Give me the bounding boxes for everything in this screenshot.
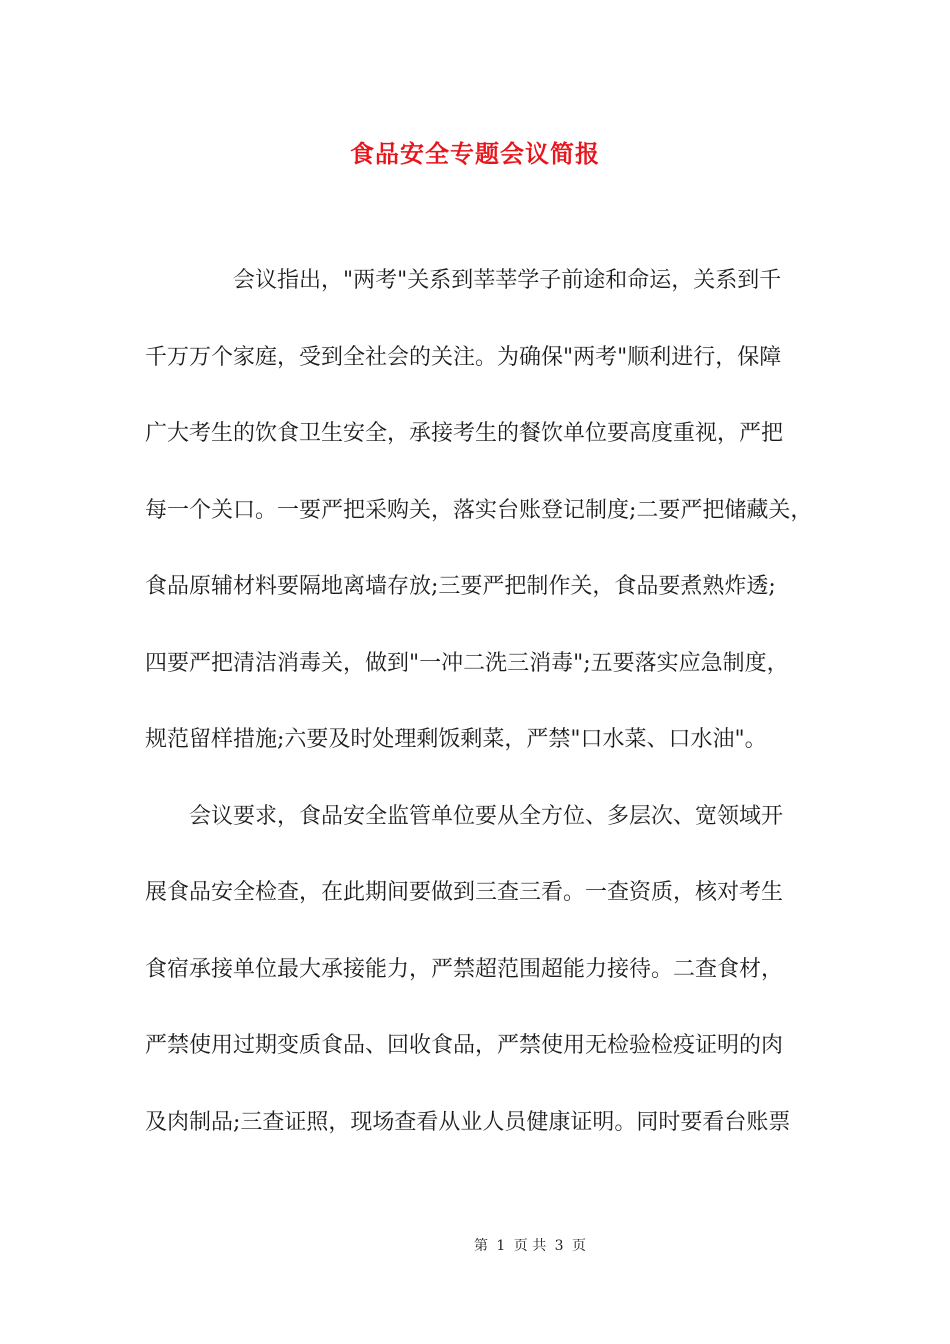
text-line: 规范留样措施;六要及时处理剩饭剩菜，严禁"口水菜、口水油"。 <box>145 727 767 752</box>
text-line: 每一个关口。一要严把采购关，落实台账登记制度;二要严把储藏关， <box>145 497 813 523</box>
footer-middle: 页 共 <box>513 1238 547 1254</box>
text-line: 会议指出，"两考"关系到莘莘学子前途和命运，关系到千 <box>233 268 782 293</box>
text-line: 四要严把清洁消毒关，做到"一冲二洗三消毒";五要落实应急制度， <box>145 650 789 676</box>
text-line: 千万万个家庭，受到全社会的关注。为确保"两考"顺利进行，保障 <box>145 344 782 370</box>
footer-current-page: 1 <box>496 1238 506 1254</box>
text-line: 展食品安全检查，在此期间要做到三查三看。一查资质，核对考生 <box>145 880 784 905</box>
document-body <box>145 243 825 1161</box>
text-line: 会议要求，食品安全监管单位要从全方位、多层次、宽领域开 <box>189 803 784 829</box>
text-line: 严禁使用过期变质食品、回收食品，严禁使用无检验检疫证明的肉 <box>145 1033 784 1058</box>
text-line: 广大考生的饮食卫生安全，承接考生的餐饮单位要高度重视，严把 <box>145 421 784 446</box>
text-line: 食宿承接单位最大承接能力，严禁超范围超能力接待。二查食材， <box>145 956 784 982</box>
paragraph-2 <box>145 779 825 1162</box>
page-footer <box>0 1236 950 1256</box>
footer-prefix: 第 <box>473 1238 488 1254</box>
footer-total-pages: 3 <box>554 1238 564 1254</box>
footer-suffix: 页 <box>572 1238 587 1254</box>
text-line: 食品原辅材料要隔地离墙存放;三要严把制作关，食品要煮熟炸透; <box>145 574 776 599</box>
document-title: 食品安全专题会议简报 <box>350 139 600 168</box>
paragraph-1 <box>145 243 825 779</box>
text-line: 及肉制品;三查证照，现场查看从业人员健康证明。同时要看台账票 <box>145 1109 791 1135</box>
